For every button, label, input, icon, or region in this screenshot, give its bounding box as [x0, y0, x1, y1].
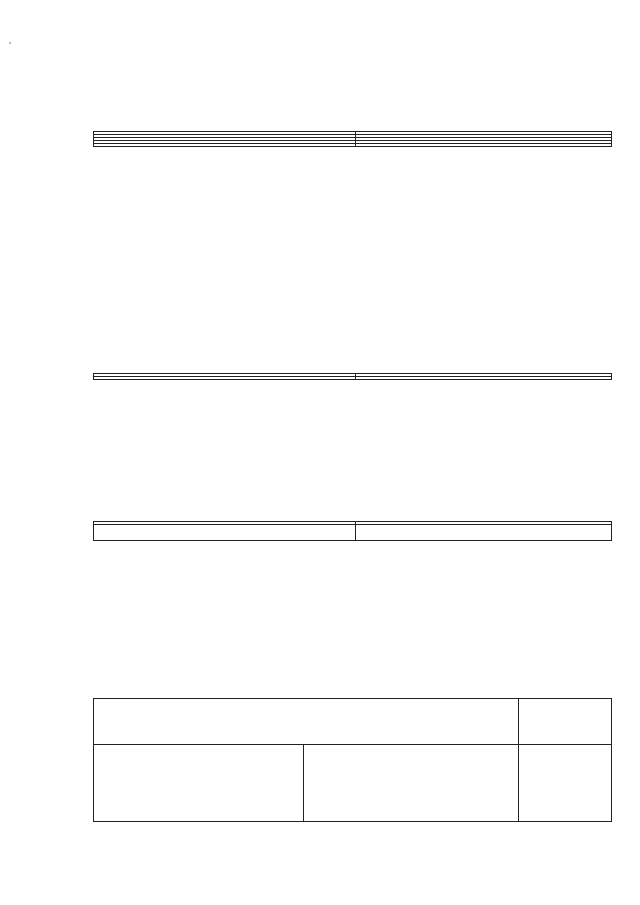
table-row [94, 525, 612, 541]
salary-cell [356, 144, 612, 147]
positions-header-cell [304, 745, 519, 822]
salary-cell [356, 525, 612, 541]
salary-table-3 [93, 521, 612, 541]
table-row [94, 377, 612, 380]
level-header-cell [94, 745, 304, 822]
salary-table-2 [93, 373, 612, 380]
scan-dot [9, 42, 11, 44]
group-header-cell [94, 699, 519, 745]
table-row [94, 745, 612, 822]
salary-table-1 [93, 131, 612, 147]
group-cell [94, 525, 356, 541]
table-row [94, 144, 612, 147]
table-header-row [94, 699, 612, 745]
group-cell [94, 377, 356, 380]
workers-table [93, 698, 612, 822]
salary-empty-cell [519, 745, 612, 822]
group-cell [94, 144, 356, 147]
salary-header-cell [519, 699, 612, 745]
salary-cell [356, 377, 612, 380]
